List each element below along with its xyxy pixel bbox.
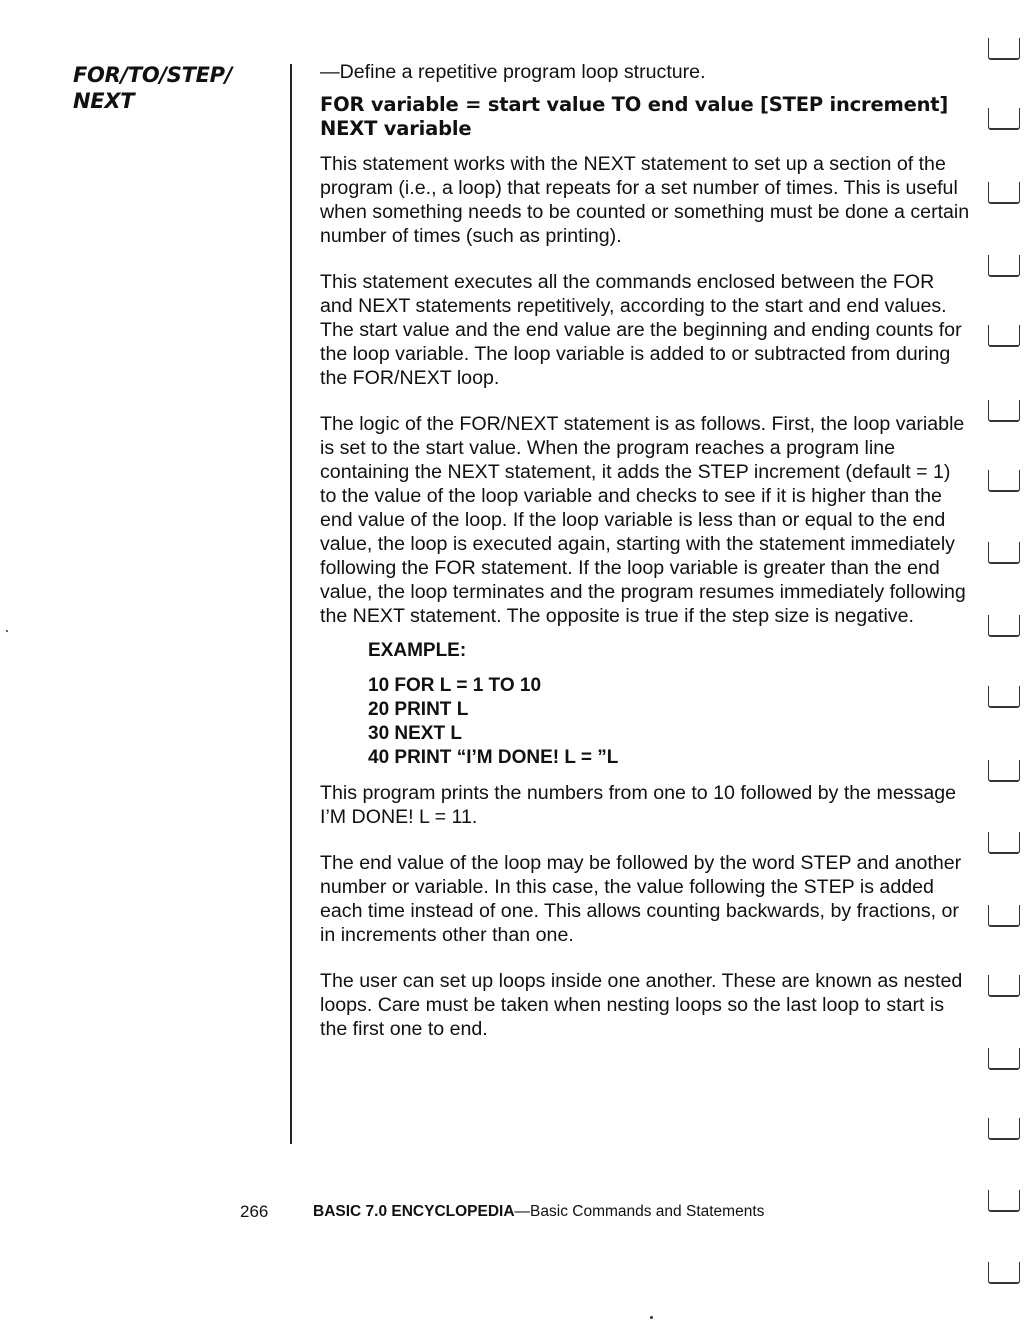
column-divider [290, 64, 292, 1144]
example-label: EXAMPLE: [368, 640, 467, 661]
heading-line-1: FOR/TO/STEP/ [73, 63, 233, 87]
code-line: 30 NEXT L [368, 723, 462, 744]
margin-tab-mark [988, 470, 1020, 492]
scan-speck [6, 630, 8, 632]
paragraph-5: The end value of the loop may be followed by the word STEP and another number or variable. In this case, the value following the STEP is added each time instead of one. This allows counting backwards, by fractions, or in increments other than one. [320, 852, 962, 946]
heading-line-2: NEXT [73, 89, 135, 113]
paragraph-6: The user can set up loops inside one another. These are known as nested loops. Care must be taken when nesting loops so the last loop to start is the first one to end. [320, 970, 963, 1040]
margin-tab-mark [988, 905, 1020, 927]
margin-tab-mark [988, 975, 1020, 997]
margin-tab-mark [988, 615, 1020, 637]
margin-tab-mark [988, 325, 1020, 347]
scan-speck [650, 1316, 653, 1319]
margin-tab-mark [988, 182, 1020, 204]
paragraph-2: This statement executes all the commands enclosed between the FOR and NEXT statements repetitively, according to the start and end values. The start value and the end value are the beginning and ending counts for the loop variable. The loop variable is added to or subtracted from during the FOR/NEXT loop. [320, 271, 962, 389]
margin-tab-mark [988, 1262, 1020, 1284]
margin-tab-mark [988, 542, 1020, 564]
syntax-line-1: FOR variable = start value TO end value [STEP increment] [320, 93, 949, 116]
margin-tab-mark [988, 832, 1020, 854]
margin-tab-mark [988, 400, 1020, 422]
code-line: 10 FOR L = 1 TO 10 [368, 675, 542, 696]
footer-title-bold: BASIC 7.0 ENCYCLOPEDIA [313, 1203, 515, 1220]
margin-tab-mark [988, 255, 1020, 277]
margin-tab-mark [988, 1048, 1020, 1070]
paragraph-4: This program prints the numbers from one to 10 followed by the message I’M DONE! L = 11. [320, 782, 957, 828]
running-footer [313, 1203, 764, 1221]
section-heading [73, 62, 273, 114]
code-line: 40 PRINT “I’M DONE! L = ”L [368, 747, 619, 768]
paragraph-1: This statement works with the NEXT statement to set up a section of the program (i.e., a loop) that repeats for a set number of times. This is useful when something needs to be counted or something must be done a certain number of times (such as printing). [320, 153, 970, 247]
margin-tab-mark [988, 108, 1020, 130]
code-line: 20 PRINT L [368, 699, 469, 720]
footer-title-rest: —Basic Commands and Statements [514, 1203, 765, 1220]
margin-tab-mark [988, 686, 1020, 708]
example-block [368, 639, 970, 770]
margin-tab-mark [988, 760, 1020, 782]
main-content [320, 60, 970, 1063]
margin-tab-mark [988, 1118, 1020, 1140]
syntax-block [320, 93, 970, 141]
paragraph-3: The logic of the FOR/NEXT statement is as follows. First, the loop variable is set to the start value. When the program reaches a program line containing the NEXT statement, it adds the STEP increment (default = 1) to the value of the loop variable and checks to see if it is higher than the end value of the loop. If the loop variable is less than or equal to the end value, the loop is executed again, starting with the statement immediately following the FOR statement. If the loop variable is greater than the end value, the loop terminates and the program resumes immediately following the NEXT statement. The opposite is true if the step size is negative. [320, 413, 966, 627]
page-number: 266 [240, 1202, 269, 1221]
margin-tab-mark [988, 38, 1020, 60]
margin-tab-mark [988, 1190, 1020, 1212]
intro-text: —Define a repetitive program loop structure. [320, 61, 706, 83]
syntax-line-2: NEXT variable [320, 117, 472, 140]
